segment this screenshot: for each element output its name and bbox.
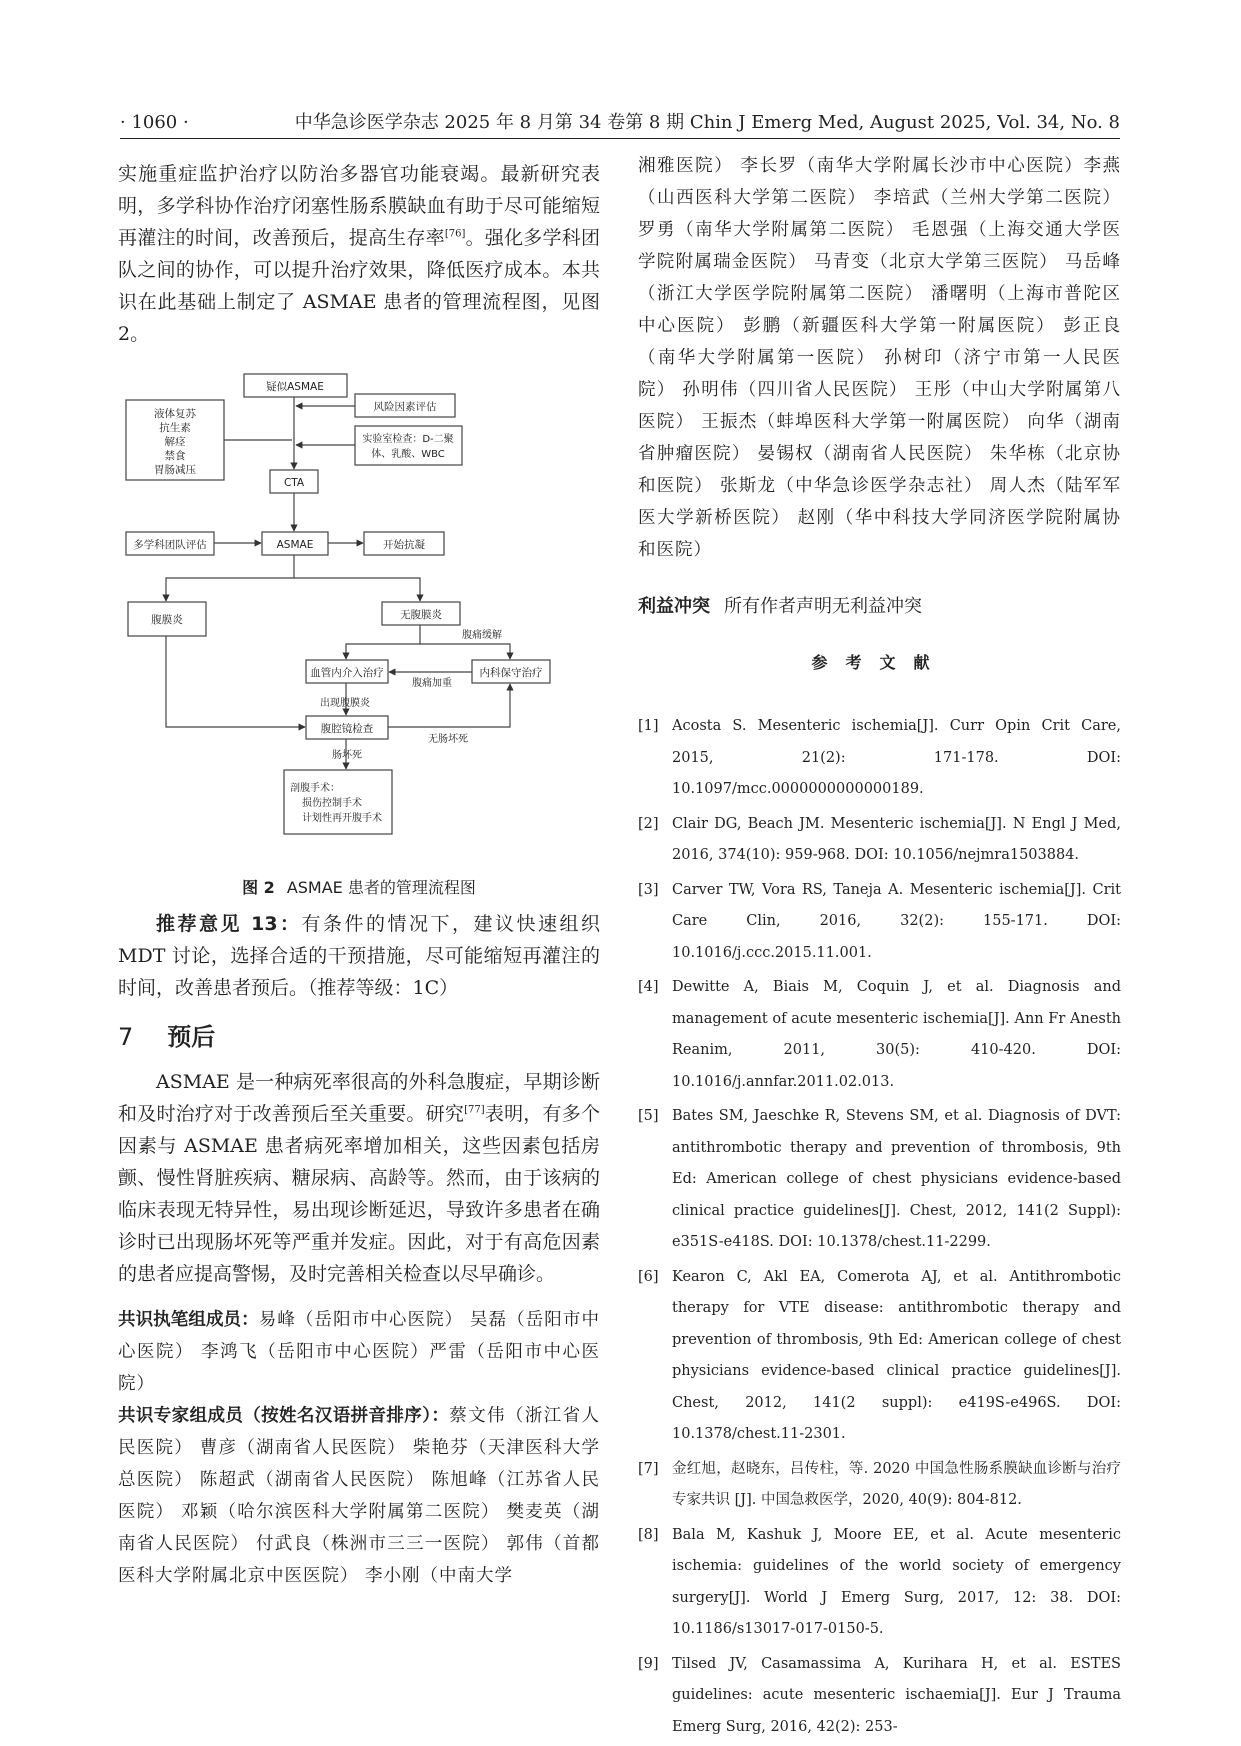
- citation-76[interactable]: [76]: [444, 228, 466, 240]
- label-supp-3: 解痉: [164, 436, 186, 448]
- left-column: [118, 158, 600, 1592]
- label-lab-1: 实验室检查：D-二聚: [362, 434, 454, 445]
- edge-perit-lap: [166, 636, 305, 727]
- label-no-peritonitis: 无腹膜炎: [400, 609, 442, 621]
- label-cta: CTA: [283, 477, 305, 489]
- reference-text: Bala M, Kashuk J, Moore EE, et al. Acute mesenteric ischemia: guidelines of the world society of emergency surgery[J]. World J Emerg Surg, 2017, 12: 38. DOI: 10.1186/s13017-017-0150-5.: [672, 1526, 1121, 1637]
- edge-label-necrosis: 肠坏死: [332, 750, 362, 761]
- reference-number: [1]: [638, 718, 659, 734]
- label-mdt: 多学科团队评估: [133, 539, 207, 551]
- reference-number: [3]: [638, 881, 659, 898]
- label-peritonitis: 腹膜炎: [151, 614, 183, 626]
- reference-item: [638, 1520, 1121, 1646]
- edge-nonecrosis: [388, 684, 510, 727]
- running-header: [120, 108, 1120, 139]
- label-risk: 风险因素评估: [373, 401, 437, 413]
- reference-item: [638, 1101, 1121, 1259]
- label-anticoag: 开始抗凝: [383, 539, 425, 551]
- reference-number: [5]: [638, 1108, 659, 1124]
- reference-item: [638, 972, 1121, 1098]
- reference-list: [638, 711, 1121, 1743]
- citation-77[interactable]: [77]: [464, 1104, 485, 1116]
- reference-number: [6]: [638, 1268, 659, 1285]
- label-surgery-1: 剖腹手术：: [290, 783, 340, 794]
- reference-text: Kearon C, Akl EA, Comerota AJ, et al. Antithrombotic therapy for VTE disease: antithrombotic therapy and prevention of thrombosis, 9th Ed: American college of chest physicians evidence-based clinical practice guidelines[J]. Chest, 2012, 141(2 suppl): e419S-e496S. DOI: 10.1378/chest.11-2301.: [672, 1268, 1121, 1442]
- reference-text: Carver TW, Vora RS, Taneja A. Mesenteric ischemia[J]. Crit Care Clin, 2016, 32(2): 155-171. DOI: 10.1016/j.ccc.2015.11.001.: [672, 881, 1121, 961]
- journal-citation: 中华急诊医学杂志 2025 年 8 月第 34 卷第 8 期 Chin J Emerg Med, August 2025, Vol. 34, No. 8: [294, 112, 1120, 133]
- references-heading: 参考文献: [811, 653, 948, 672]
- reference-number: [4]: [638, 979, 659, 995]
- reference-item: [638, 809, 1121, 872]
- label-surgery-3: 计划性再开腹手术: [302, 813, 382, 824]
- reference-text: Dewitte A, Biais M, Coquin J, et al. Diagnosis and management of acute mesenteric ischemia[J]. Ann Fr Anesth Reanim, 2011, 30(5): 410-420. DOI: 10.1016/j.annfar.2011.02.013.: [672, 979, 1121, 1090]
- edge-label-relief: 腹痛缓解: [462, 630, 502, 641]
- edge-asmae-branch: [166, 555, 294, 601]
- label-surgery-2: 损伤控制手术: [302, 798, 362, 809]
- edge-label-worsen: 腹痛加重: [412, 678, 452, 689]
- reference-number: [7]: [638, 1460, 659, 1477]
- label-supp-1: 液体复苏: [154, 408, 196, 420]
- reference-number: [8]: [638, 1526, 659, 1543]
- label-supp-4: 禁食: [164, 450, 186, 462]
- page-number: · 1060 ·: [120, 112, 189, 133]
- reference-text: Acosta S. Mesenteric ischemia[J]. Curr Opin Crit Care, 2015, 21(2): 171-178. DOI: 10.1097/mcc.0000000000000189.: [672, 718, 1121, 797]
- reference-item: [638, 1454, 1121, 1517]
- reference-text: Clair DG, Beach JM. Mesenteric ischemia[J]. N Engl J Med, 2016, 374(10): 959-968. DOI: 10.1056/nejmra1503884.: [672, 815, 1121, 863]
- reference-text: Bates SM, Jaeschke R, Stevens SM, et al. Diagnosis of DVT: antithrombotic therapy and prevention of thrombosis, 9th Ed: American college of chest physicians evidence-based clinical practice guidelines[J]. Chest, 2012, 141(2 Suppl): e351S-e418S. DOI: 10.1378/chest.11-2299.: [672, 1108, 1121, 1250]
- reference-item: [638, 1649, 1121, 1744]
- label-lab-2: 体、乳酸、WBC: [371, 449, 445, 460]
- reference-number: [2]: [638, 815, 659, 832]
- edge-noperit-endo: [346, 625, 420, 659]
- reference-item: [638, 875, 1121, 970]
- recommendation-13: 推荐意见 13：有条件的情况下，建议快速组织 MDT 讨论，选择合适的干预措施，尽可能缩短再灌注的时间，改善患者预后。（推荐等级：1C）: [118, 913, 600, 999]
- reference-number: [9]: [638, 1655, 659, 1672]
- conflict-of-interest: 利益冲突 所有作者声明无利益冲突: [638, 596, 922, 617]
- expert-group-continued: 湘雅医院） 李长罗（南华大学附属长沙市中心医院）李燕（山西医科大学第二医院） 李培武（兰州大学第二医院） 罗勇（南华大学附属第二医院） 毛恩强（上海交通大学医学院附属瑞金医院） 马青变（北京大学第三医院） 马岳峰（浙江大学医学院附属第二医院） 潘曙明（上海市普陀区中心医院） 彭鹏（新疆医科大学第一附属医院） 彭正良（南华大学附属第一医院） 孙树印（济宁市第一人民医院） 孙明伟（四川省人民医院） 王彤（中山大学附属第八医院） 王振杰（蚌埠医科大学第一附属医院） 向华（湖南省肿瘤医院） 晏锡权（湖南省人民医院） 朱华栋（北京协和医院） 张斯龙（中华急诊医学杂志社） 周人杰（陆军军医大学新桥医院） 赵刚（华中科技大学同济医学院附属协和医院）: [638, 156, 1121, 560]
- reference-text: Tilsed JV, Casamassima A, Kurihara H, et al. ESTES guidelines: acute mesenteric ischaemia[J]. Eur J Trauma Emerg Surg, 2016, 42(2): 253-: [672, 1655, 1121, 1735]
- flowchart-diagram: [118, 366, 600, 874]
- right-column: [638, 158, 1121, 1746]
- edge-noperit-cons: [420, 644, 510, 659]
- label-suspect: 疑似ASMAE: [266, 381, 324, 393]
- label-endo: 血管内介入治疗: [310, 667, 384, 679]
- section-heading-prognosis: 7 预后: [118, 1023, 216, 1051]
- flowchart-figure: [118, 366, 600, 874]
- label-conservative: 内科保守治疗: [479, 667, 543, 679]
- paragraph-mdt: 实施重症监护治疗以防治多器官功能衰竭。最新研究表明，多学科协作治疗闭塞性肠系膜缺血有助于尽可能缩短再灌注的时间，改善预后，提高生存率[76]。强化多学科团队之间的协作，可以提升治疗效果，降低医疗成本。本共识在此基础上制定了 ASMAE 患者的管理流程图，见图 2。: [118, 163, 600, 345]
- reference-item: [638, 1262, 1121, 1451]
- edge-label-peritonitis-appear: 出现腹膜炎: [320, 698, 370, 709]
- label-supp-5: 胃肠减压: [154, 464, 196, 476]
- figure-caption: 图 2 ASMAE 患者的管理流程图: [242, 878, 476, 897]
- paragraph-prognosis: ASMAE 是一种病死率很高的外科急腹症，早期诊断和及时治疗对于改善预后至关重要。研究[77]表明，有多个因素与 ASMAE 患者病死率增加相关，这些因素包括房颤、慢性肾脏疾病、糖尿病、高龄等。然而，由于该病的临床表现无特异性，易出现诊断延迟，导致许多患者在确诊时已出现肠坏死等严重并发症。因此，对于有高危因素的患者应提高警惕，及时完善相关检查以尽早确诊。: [118, 1071, 600, 1285]
- reference-item: [638, 711, 1121, 806]
- writing-group: 共识执笔组成员：易峰（岳阳市中心医院） 吴磊（岳阳市中心医院） 李鸿飞（岳阳市中心医院）严雷（岳阳市中心医院） 共识专家组成员（按姓名汉语拼音排序）：蔡文伟（浙江省人民医院） 曹彦（湖南省人民医院） 柴艳芬（天津医科大学总医院） 陈超武（湖南省人民医院） 陈旭峰（江苏省人民医院） 邓颖（哈尔滨医科大学附属第二医院） 樊麦英（湖南省人民医院） 付武良（株洲市三三一医院） 郭伟（首都医科大学附属北京中医医院） 李小刚（中南大学: [118, 1310, 601, 1586]
- label-laparoscopy: 腹腔镜检查: [320, 723, 374, 735]
- edge-asmae-no-branch: [294, 578, 420, 601]
- reference-text: 金红旭，赵晓东，吕传柱，等. 2020 中国急性肠系膜缺血诊断与治疗专家共识 [J]. 中国急救医学，2020, 40(9): 804-812.: [672, 1460, 1121, 1508]
- label-asmae: ASMAE: [276, 539, 314, 551]
- edge-label-no-necrosis: 无肠坏死: [428, 734, 468, 745]
- label-supp-2: 抗生素: [159, 422, 191, 434]
